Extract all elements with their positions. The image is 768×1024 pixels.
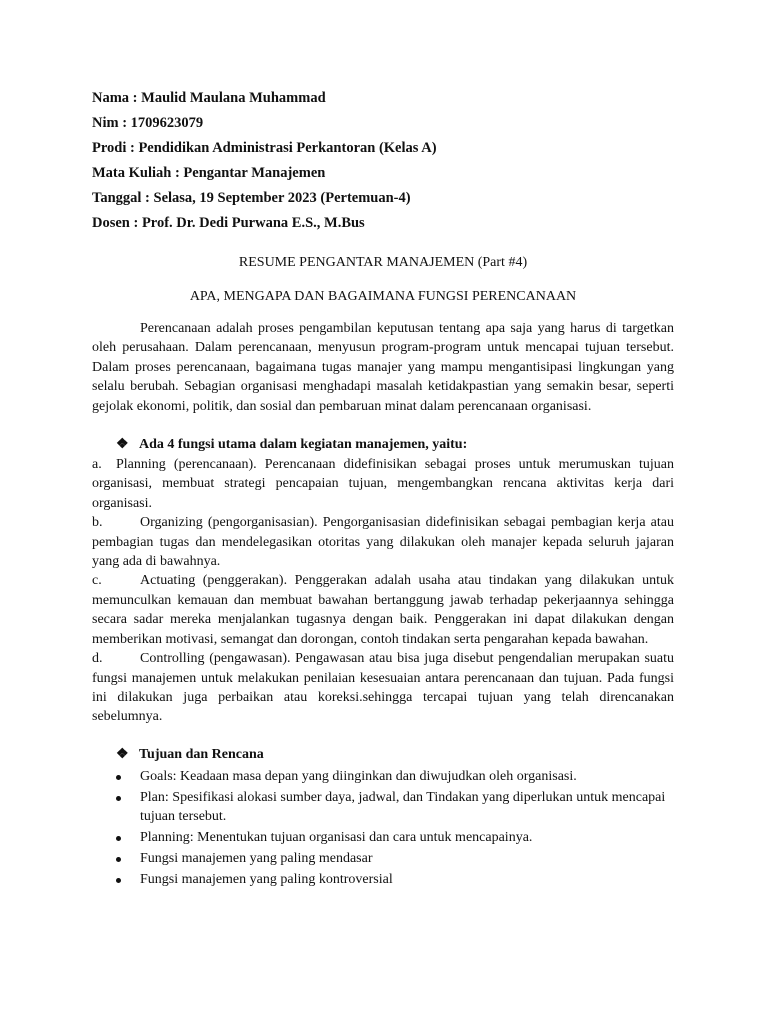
bullet-dot-icon: [116, 796, 121, 801]
diamond-bullet-icon: ❖: [116, 437, 129, 453]
bullet-dot-icon: [116, 836, 121, 841]
document-subtitle: APA, MENGAPA DAN BAGAIMANA FUNGSI PERENCANAAN: [189, 289, 577, 304]
list-item-text: Organizing (pengorganisasian). Pengorganisasian didefinisikan sebagai pembagian kerja atau pembagian tugas dan mendelegasikan otoritas yang dilakukan oleh manajer kepada seluruh jajaran yang ada di bawahnya.: [92, 515, 674, 570]
list-item-text: Plan: Spesifikasi alokasi sumber daya, jadwal, dan Tindakan yang diperlukan untuk mencapai tujuan tersebut.: [140, 789, 666, 825]
bullet-dot-icon: [116, 878, 121, 883]
list-item: [92, 513, 674, 571]
header-tanggal: Tanggal : Selasa, 19 September 2023 (Pertemuan-4): [92, 190, 411, 206]
header-nama: Nama : Maulid Maulana Muhammad: [92, 90, 326, 106]
header-prodi: Prodi : Pendidikan Administrasi Perkantoran (Kelas A): [92, 140, 437, 156]
section-heading-fungsi: [92, 435, 674, 455]
document-page: [92, 86, 674, 891]
list-item-text: Fungsi manajemen yang paling mendasar: [140, 851, 373, 867]
list-item: [92, 649, 674, 727]
section-heading-tujuan: [92, 745, 674, 765]
header-block: [92, 86, 674, 236]
section-heading-text: Tujuan dan Rencana: [139, 746, 264, 762]
list-item: [92, 788, 674, 827]
fungsi-list: [0, 455, 674, 727]
list-item-text: Actuating (penggerakan). Penggerakan adalah usaha atau tindakan yang dilakukan untuk memunculkan kemauan dan membuat bawahan bertanggung jawab terhadap pekerjaannya sehingga secara sadar mereka menjalankan tugasnya dengan baik. Penggerakan ini dapat dilakukan dengan memberikan motivasi, semangat dan dorongan, contoh tindakan serta pengarahan kepada bawahan.: [92, 573, 674, 647]
diamond-bullet-icon: ❖: [116, 746, 129, 762]
tujuan-bullet-list: [92, 767, 674, 890]
list-marker: a.: [92, 457, 102, 473]
list-item: [92, 828, 674, 847]
list-item: [92, 870, 674, 889]
bullet-dot-icon: [116, 775, 121, 780]
header-mata-kuliah: Mata Kuliah : Pengantar Manajemen: [92, 165, 326, 181]
list-item: [92, 455, 674, 513]
header-dosen: Dosen : Prof. Dr. Dedi Purwana E.S., M.Bus: [92, 215, 365, 231]
list-marker: c.: [92, 573, 102, 589]
list-item-text: Controlling (pengawasan). Pengawasan atau bisa juga disebut pengendalian merupakan suatu fungsi manajemen untuk melakukan penilaian kesesuaian antara perencanaan dan tujuan. Pada fungsi ini dilakukan juga perbaikan atau koreksi.sehingga tercapai tujuan yang telah direncanakan sebelumnya.: [92, 651, 674, 725]
document-title: RESUME PENGANTAR MANAJEMEN (Part #4): [238, 255, 528, 270]
list-marker: d.: [92, 651, 103, 667]
list-item: [92, 767, 674, 786]
list-item-text: Planning: Menentukan tujuan organisasi dan cara untuk mencapainya.: [140, 830, 533, 846]
list-item-text: Goals: Keadaan masa depan yang diinginkan dan diwujudkan oleh organisasi.: [140, 768, 577, 784]
list-item-text: Planning (perencanaan). Perencanaan didefinisikan sebagai proses untuk merumuskan tujuan organisasi, membuat strategi pencapaian tujuan, mengembangkan rencana aktivitas kerja dari organisasi.: [92, 457, 674, 511]
header-nim: Nim : 1709623079: [92, 115, 204, 131]
list-item-text: Fungsi manajemen yang paling kontroversial: [140, 872, 393, 888]
list-marker: b.: [92, 515, 103, 531]
intro-paragraph: Perencanaan adalah proses pengambilan keputusan tentang apa saja yang harus di targetkan oleh perusahaan. Dalam perencanaan, menyusun program-program untuk mencapai tujuan tersebut. Dalam proses perencanaan, bagaimana tugas manajer yang mampu mengantisipasi lingkungan yang selalu berubah. Sebagian organisasi menghadapi masalah ketidakpastian yang semakin besar, seperti gejolak ekonomi, politik, dan sosial dan pembaruan minat dalam perencanaan organisasi.: [92, 321, 674, 414]
bullet-dot-icon: [116, 857, 121, 862]
list-item: [92, 849, 674, 868]
list-item: [92, 571, 674, 649]
section-heading-text: Ada 4 fungsi utama dalam kegiatan manajemen, yaitu:: [139, 437, 468, 453]
